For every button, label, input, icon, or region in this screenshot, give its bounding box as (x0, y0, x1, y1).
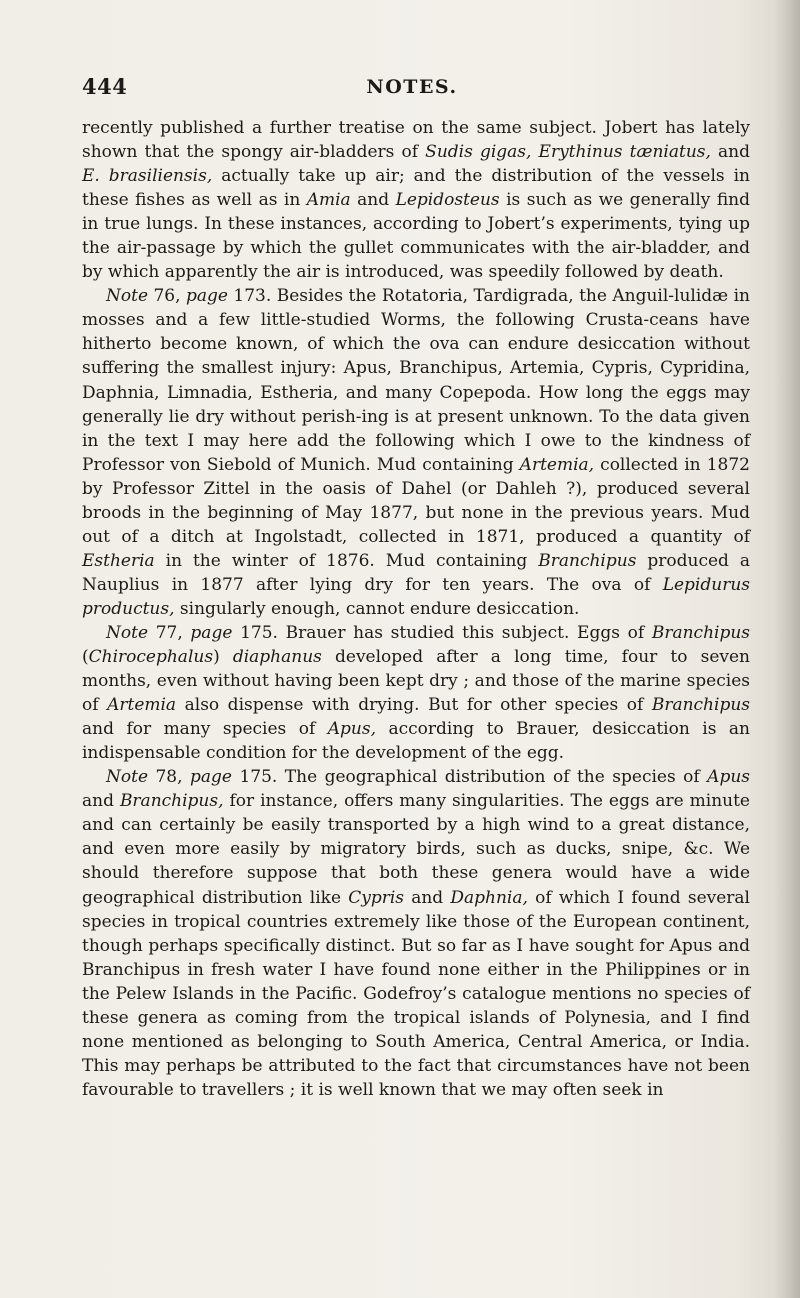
page-header (82, 74, 742, 110)
text-run: and for many species of (82, 719, 328, 740)
italic-text: page (190, 622, 233, 643)
italic-text: Lepidurus productus, (82, 574, 750, 619)
italic-text: page (185, 286, 228, 307)
text-run: and (710, 142, 750, 163)
text-run: recently published a further treatise on the same subject. Jobert has lately shown that the spongy air-bladders of (82, 118, 750, 163)
text-run: also dispense with drying. But for other species of (176, 695, 652, 716)
italic-text: Apus (707, 767, 751, 788)
body-text (82, 116, 750, 1102)
italic-text: diaphanus (232, 647, 322, 668)
text-run: collected in 1872 by Professor Zittel in the oasis of Dahel (or Dahleh ?), produced several broods in the beginning of May 1877, but none in the previous years. Mud out of a ditch at Ingolstadt, collected in 1871, produced a quantity of (82, 454, 750, 547)
text-run: singularly enough, cannot endure desiccation. (174, 598, 580, 619)
italic-text: Cypris (348, 887, 405, 908)
italic-text: Chirocephalus (88, 647, 214, 668)
paragraph-note-78 (82, 765, 750, 1102)
text-run: and (404, 887, 451, 908)
italic-text: Artemia, (519, 454, 595, 475)
italic-text: Note (106, 286, 149, 307)
text-run: developed after a long time, four to seven months, even without having been kept dry ; and those of the marine species of (82, 647, 750, 716)
text-run: ) (213, 647, 233, 668)
text-run: for instance, offers many singularities. The eggs are minute and can certainly be easily transported by a high wind to a great distance, and even more easily by migratory birds, such as ducks, snipe, &c. We should therefore suppose that both these genera would have a wide geographical distribution like (82, 791, 750, 908)
italic-text: Daphnia, (450, 887, 528, 908)
text-run: actually take up air; and the distribution of the vessels in these fishes as well as in (82, 166, 750, 211)
page-edge-shadow (774, 0, 800, 1298)
italic-text: Branchipus (651, 622, 751, 643)
italic-text: Lepidosteus (395, 190, 500, 211)
text-run: and (82, 791, 120, 812)
italic-text: Branchipus (538, 550, 637, 571)
italic-text: Artemia (107, 695, 177, 716)
text-run: ( (82, 647, 89, 668)
italic-text: Branchipus (651, 695, 750, 716)
paragraph-note-77 (82, 621, 750, 765)
text-run: 175. Brauer has studied this subject. Eggs of (232, 622, 652, 643)
italic-text: Amia (306, 190, 351, 211)
paragraph-note-76 (82, 284, 750, 621)
text-run: and (350, 190, 396, 211)
paragraph-continuation (82, 116, 750, 284)
italic-text: Estheria (82, 550, 155, 571)
italic-text: Branchipus, (119, 791, 224, 812)
text-run: produced a Nauplius in 1877 after lying dry for ten years. The ova of (82, 550, 751, 595)
text-run: 175. The geographical distribution of the species of (231, 767, 708, 788)
running-title: NOTES. (366, 76, 458, 98)
italic-text: Note (106, 622, 149, 643)
text-run: 78, (148, 767, 191, 788)
italic-text: Apus, (327, 719, 376, 740)
italic-text: E. brasiliensis, (82, 166, 213, 187)
italic-text: Sudis gigas, Erythinus tæniatus, (425, 142, 711, 163)
text-run: of which I found several species in tropical countries extremely like those of the European continent, though perhaps specifically distinct. But so far as I have sought for Apus and Branchipus in fresh water I have found none either in the Philippines or in the Pelew Islands in the Pacific. Godefroy’s catalogue mentions no species of these genera as coming from the tropical islands of Polynesia, and I find none mentioned as belonging to South America, Central America, or India. This may perhaps be attributed to the fact that circumstances have not been favourable to travellers ; it is well known that we may often seek in (82, 887, 750, 1100)
page-number: 444 (82, 74, 128, 99)
text-run: is such as we generally find in true lungs. In these instances, according to Jobert’s experiments, tying up the air-passage by which the gullet communicates with the air-bladder, and by which apparently the air is introduced, was speedily followed by death. (82, 190, 750, 283)
italic-text: page (190, 767, 232, 788)
text-run: 77, (148, 622, 191, 643)
text-run: in the winter of 1876. Mud containing (154, 550, 539, 571)
italic-text: Note (106, 767, 149, 788)
text-run: 76, (148, 286, 186, 307)
text-run: 173. Besides the Rotatoria, Tardigrada, the Anguil-lulidæ in mosses and a few little-studied Worms, the following Crusta-ceans have hitherto become known, of which the ova can endure desiccation without suffering the smallest injury: Apus, Branchipus, Artemia, Cypris, Cypridina, Daphnia, Limnadia, Estheria, and many Copepoda. How long the eggs may generally lie dry without perish-ing is at present unknown. To the data given in the text I may here add the following which I owe to the kindness of Professor von Siebold of Munich. Mud containing (82, 286, 751, 475)
text-run: according to Brauer, desiccation is an indispensable condition for the development of the egg. (82, 719, 750, 764)
